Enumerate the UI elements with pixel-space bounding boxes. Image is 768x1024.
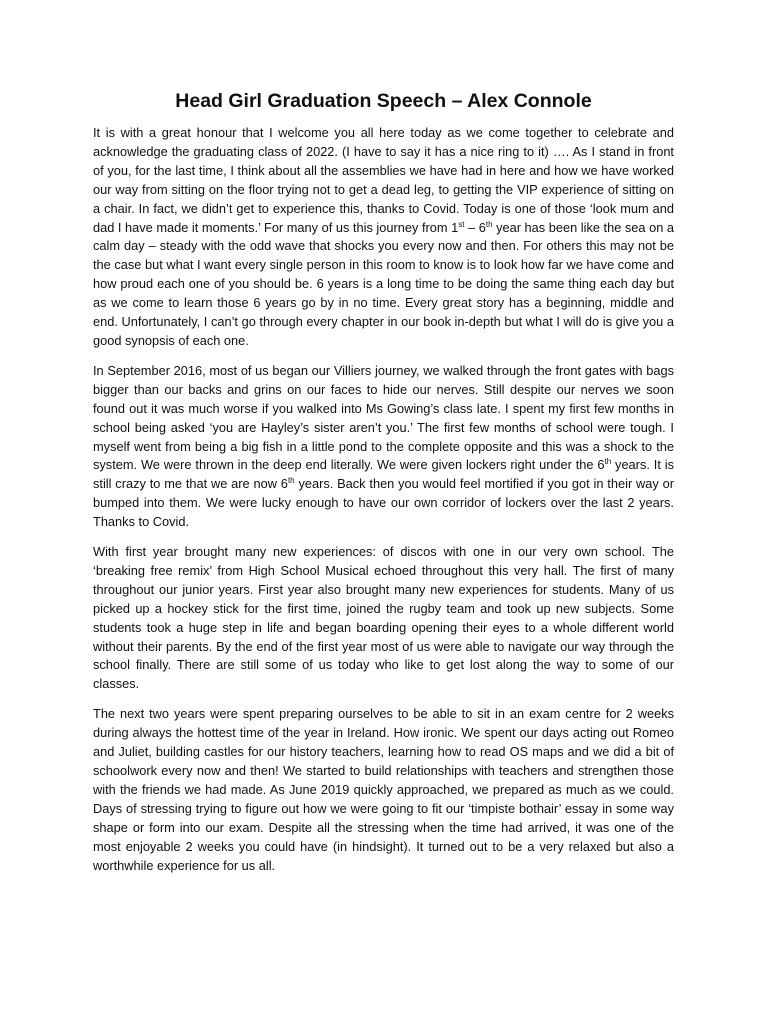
paragraph-2-text-b: years. It is still crazy to me that we are now 6 [93,457,674,492]
paragraph-4: The next two years were spent preparing ourselves to be able to sit in an exam centre for 2 weeks during always the hottest time of the year in Ireland. How ironic. We spent our days acting out Romeo and Juliet, building castles for our history teachers, learning how to read OS maps and we did a bit of schoolwork every now and then! We started to build relationships with teachers and strengthen those with the friends we had made. As June 2019 quickly approached, we prepared as much as we could. Days of stressing trying to figure out how we were going to fit our ‘timpiste bothair’ essay in some way shape or form into our exam. Despite all the stressing when the time had arrived, it was one of the most enjoyable 2 weeks you could have (in hindsight). It turned out to be a very relaxed but also a worthwhile experience for us all. [93,706,674,873]
paragraph-3: With first year brought many new experiences: of discos with one in our very own school. The ‘breaking free remix’ from High School Musical echoed throughout this very hall. The first of many throughout our junior years. First year also brought many new experiences for students. Many of us picked up a hockey stick for the first time, joined the rugby team and took up new subjects. Some students took a huge step in life and began boarding opening their eyes to a whole different world without their parents. By the end of the first year most of us were able to navigate our way through the school finally. There are still some of us today who like to get lost along the way to some of our classes. [93,544,674,692]
document-title: Head Girl Graduation Speech – Alex Connole [175,90,592,112]
document-page [93,88,674,886]
paragraph-1 [93,124,674,351]
paragraph-1-text-a: It is with a great honour that I welcome you all here today as we come together to celebrate and acknowledge the graduating class of 2022. (I have to say it has a nice ring to it) …. As I stand in front of you, for the last time, I think about all the assemblies we have had in here and how we have worked our way from sitting on the floor trying not to get a dead leg, to getting the VIP experience of sitting on a chair. In fact, we didn’t get to experience this, thanks to Covid. Today is one of those ‘look mum and dad I have made it moments.’ For many of us this journey from 1 [93,125,674,235]
ordinal-suffix: st [458,219,465,229]
ordinal-suffix: th [485,219,493,229]
paragraph-1-text-b: – 6 [464,219,486,235]
paragraph-1-text-c: year has been like the sea on a calm day – steady with the odd wave that shocks you every now and then. For others this may not be the case but what I want every single person in this room to know is to look how far we have come and how proud each one of you should be. 6 years is a long time to be doing the same thing each day but as we come to learn those 6 years go by in no time. Every great story has a beginning, middle and end. Unfortunately, I can’t go through every chapter in our book in-depth but what I will do is give you a good synopsis of each one. [93,219,674,348]
paragraph-2-text-c: years. Back then you would feel mortified if you got in their way or bumped into them. We were lucky enough to have our own corridor of lockers over the last 2 years. Thanks to Covid. [93,476,674,530]
ordinal-suffix: th [287,476,295,486]
paragraph-2-text-a: In September 2016, most of us began our Villiers journey, we walked through the front gates with bags bigger than our backs and grins on our faces to hide our nerves. Still despite our nerves we soon found out it was much worse if you walked into Ms Gowing’s class late. I spent my first few months in school being asked ‘you are Hayley’s sister aren’t you.’ The first few months of school were tough. I myself went from being a big fish in a little pond to the complete opposite and this was a shock to the system. We were thrown in the deep end literally. We were given lockers right under the 6 [93,362,674,473]
ordinal-suffix: th [604,457,612,467]
paragraph-2 [93,362,674,532]
